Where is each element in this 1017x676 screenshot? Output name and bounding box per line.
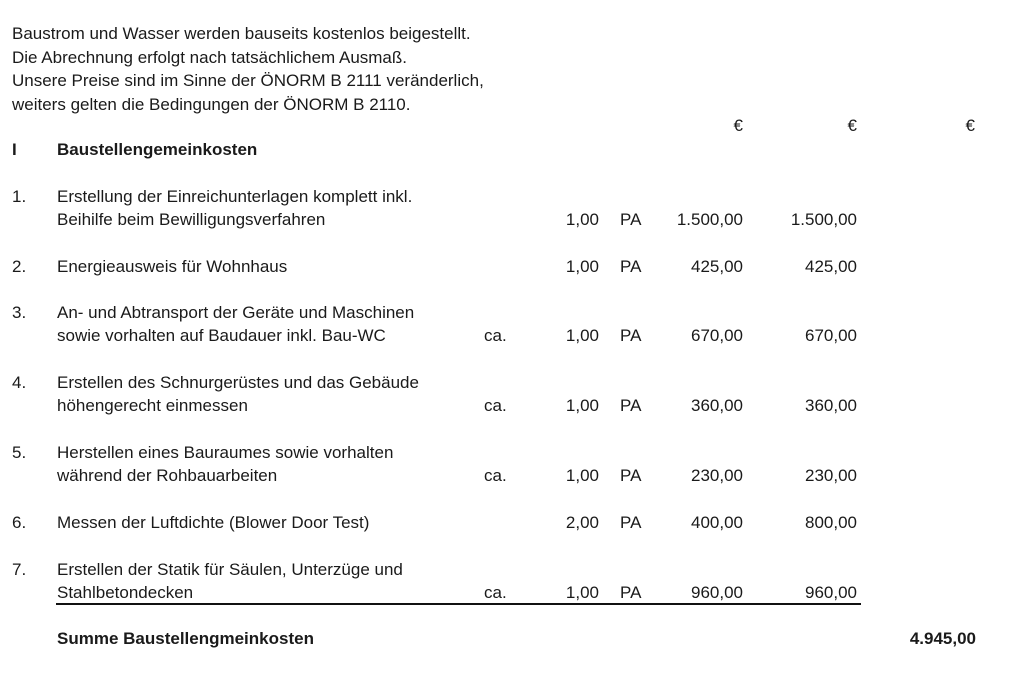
item-total: 960,00 — [805, 583, 857, 602]
item-unit-price: 960,00 — [691, 583, 743, 602]
item-number: 4. — [12, 373, 27, 392]
item-quantity: 1,00 — [565, 326, 599, 345]
item-unit: PA — [620, 583, 642, 602]
item-approx: ca. — [484, 466, 507, 485]
item-description-line: Herstellen eines Bauraumes sowie vorhalten — [57, 443, 394, 462]
item-description-line: Erstellung der Einreichunterlagen komplett inkl. — [57, 187, 413, 206]
section-title: Baustellengemeinkosten — [57, 140, 258, 159]
item-total: 230,00 — [805, 466, 857, 485]
item-number: 1. — [12, 187, 27, 206]
item-description-line: Beihilfe beim Bewilligungsverfahren — [57, 210, 326, 229]
item-unit-price: 425,00 — [691, 257, 743, 276]
item-description-line: während der Rohbauarbeiten — [57, 466, 278, 485]
item-description-line: sowie vorhalten auf Baudauer inkl. Bau-WC — [57, 326, 386, 345]
item-quantity: 2,00 — [565, 513, 599, 532]
item-approx: ca. — [484, 396, 507, 415]
item-unit: PA — [620, 513, 642, 532]
intro-text — [12, 22, 612, 116]
currency-header-total: € — [847, 116, 857, 135]
item-quantity: 1,00 — [565, 257, 599, 276]
item-total: 1.500,00 — [790, 210, 857, 229]
item-unit-price: 360,00 — [691, 396, 743, 415]
item-number: 5. — [12, 443, 27, 462]
section-number: I — [12, 140, 17, 159]
item-unit: PA — [620, 257, 642, 276]
item-unit: PA — [620, 396, 642, 415]
item-description-line: höhengerecht einmessen — [57, 396, 248, 415]
item-description-line: An- und Abtransport der Geräte und Maschinen — [57, 303, 415, 322]
item-unit: PA — [620, 210, 642, 229]
item-total: 425,00 — [805, 257, 857, 276]
item-quantity: 1,00 — [565, 583, 599, 602]
item-total: 670,00 — [805, 326, 857, 345]
item-description-line: Stahlbetondecken — [57, 583, 194, 602]
intro-line: Baustrom und Wasser werden bauseits kostenlos beigestellt. — [12, 24, 471, 43]
item-unit: PA — [620, 326, 642, 345]
item-unit: PA — [620, 466, 642, 485]
item-description-line: Erstellen der Statik für Säulen, Unterzüge und — [57, 560, 403, 579]
item-description-line: Energieausweis für Wohnhaus — [57, 257, 288, 276]
intro-line: weiters gelten die Bedingungen der ÖNORM B 2110. — [12, 94, 411, 114]
intro-line: Die Abrechnung erfolgt nach tatsächlichem Ausmaß. — [12, 47, 407, 67]
item-quantity: 1,00 — [565, 210, 599, 229]
sum-value: 4.945,00 — [909, 629, 976, 648]
currency-header-sum: € — [965, 116, 975, 135]
item-quantity: 1,00 — [565, 466, 599, 485]
total-divider — [56, 603, 861, 605]
item-number: 7. — [12, 560, 27, 579]
item-approx: ca. — [484, 326, 507, 345]
sum-label: Summe Baustellengmeinkosten — [57, 629, 314, 648]
item-unit-price: 400,00 — [691, 513, 743, 532]
item-total: 800,00 — [805, 513, 857, 532]
item-number: 6. — [12, 513, 27, 532]
item-description-line: Messen der Luftdichte (Blower Door Test) — [57, 513, 370, 532]
item-number: 2. — [12, 257, 27, 276]
item-unit-price: 1.500,00 — [676, 210, 743, 229]
intro-line: Unsere Preise sind im Sinne der ÖNORM B 2111 veränderlich, — [12, 71, 484, 90]
item-quantity: 1,00 — [565, 396, 599, 415]
item-unit-price: 670,00 — [691, 326, 743, 345]
currency-header-unit-price: € — [733, 116, 743, 135]
item-number: 3. — [12, 303, 27, 322]
item-unit-price: 230,00 — [691, 466, 743, 485]
item-approx: ca. — [484, 583, 507, 602]
item-description-line: Erstellen des Schnurgerüstes und das Gebäude — [57, 373, 419, 392]
item-total: 360,00 — [805, 396, 857, 415]
